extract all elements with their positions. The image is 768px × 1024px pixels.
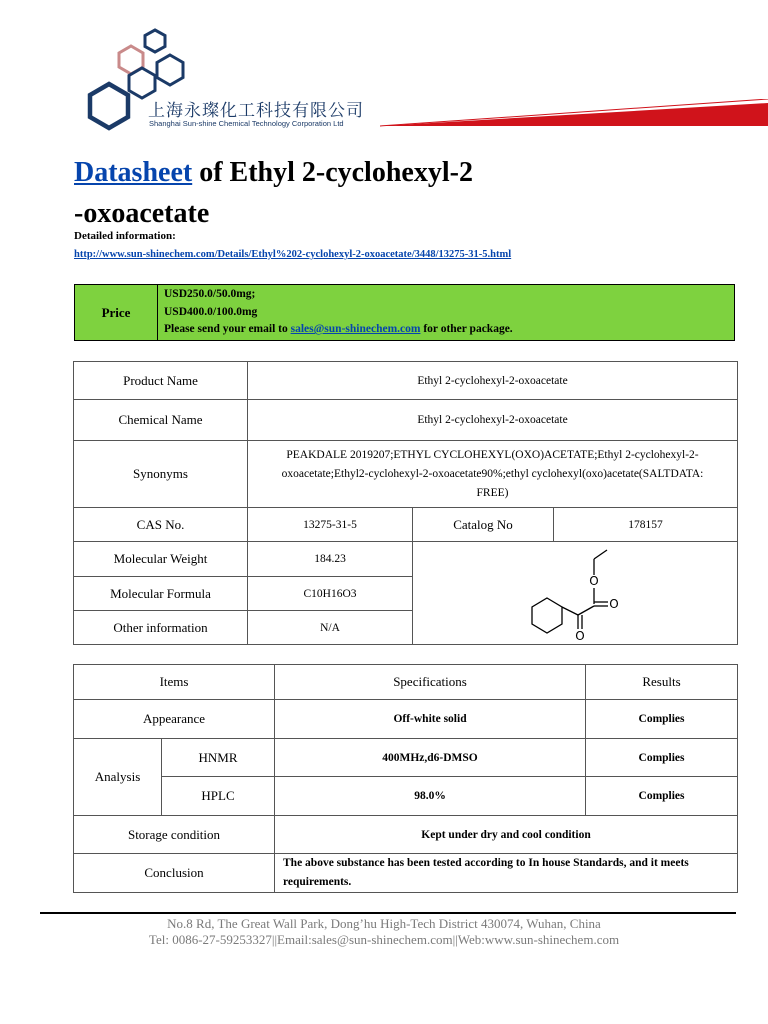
price-line-2: USD400.0/100.0mg	[164, 305, 258, 318]
price-lines	[158, 285, 519, 340]
other-info-label: Other information	[74, 611, 248, 645]
price-box	[74, 284, 735, 341]
table-row	[74, 508, 738, 542]
cas-value: 13275-31-5	[248, 508, 413, 542]
chemical-name-value: Ethyl 2-cyclohexyl-2-oxoacetate	[248, 400, 738, 441]
catalog-label: Catalog No	[413, 508, 554, 542]
conclusion-label: Conclusion	[74, 854, 275, 893]
chemical-name-label: Chemical Name	[74, 400, 248, 441]
table-row	[74, 816, 738, 854]
molecule-structure-icon	[515, 543, 635, 643]
catalog-value: 178157	[554, 508, 738, 542]
hplc-label: HPLC	[162, 777, 275, 816]
hnmr-label: HNMR	[162, 739, 275, 777]
price-line-3-pre: Please send your email to	[164, 323, 291, 335]
footer-address: No.8 Rd, The Great Wall Park, Dong’hu High-Tech District 430074, Wuhan, China	[167, 916, 601, 931]
conclusion-text: The above substance has been tested according to In house Standards, and it meets requirements.	[275, 854, 738, 893]
molecular-weight-label: Molecular Weight	[74, 542, 248, 577]
header-red-band	[380, 99, 768, 127]
hnmr-spec: 400MHz,d6-DMSO	[275, 739, 586, 777]
footer-divider	[40, 912, 736, 914]
synonyms-label: Synonyms	[74, 441, 248, 508]
synonyms-value: PEAKDALE 2019207;ETHYL CYCLOHEXYL(OXO)ACETATE;Ethyl 2-cyclohexyl-2-oxoacetate;Ethyl2-cyclohexyl-2-oxoacetate90%;ethyl cyclohexyl(oxo)acetate(SALTDATA: FREE)	[248, 441, 738, 508]
other-info-value: N/A	[248, 611, 413, 645]
table-row	[74, 441, 738, 508]
company-name-cn: 上海永璨化工科技有限公司	[148, 101, 364, 121]
cas-label: CAS No.	[74, 508, 248, 542]
table-row	[74, 542, 738, 577]
title-line2: -oxoacetate	[74, 198, 210, 229]
storage-spec: Kept under dry and cool condition	[275, 816, 738, 854]
table-row	[74, 362, 738, 400]
molecular-formula-label: Molecular Formula	[74, 577, 248, 611]
product-name-value: Ethyl 2-cyclohexyl-2-oxoacetate	[248, 362, 738, 400]
storage-label: Storage condition	[74, 816, 275, 854]
footer-contact: Tel: 0086-27-59253327||Email:sales@sun-shinechem.com||Web:www.sun-shinechem.com	[148, 932, 620, 947]
page-title	[74, 152, 634, 234]
specification-table	[73, 664, 738, 893]
price-line-1: USD250.0/50.0mg;	[164, 288, 256, 300]
table-row	[74, 854, 738, 893]
product-name-label: Product Name	[74, 362, 248, 400]
hnmr-result: Complies	[586, 739, 738, 777]
molecular-formula-value: C10H16O3	[248, 577, 413, 611]
table-row	[74, 700, 738, 739]
title-rest: of Ethyl 2-cyclohexyl-2	[192, 157, 473, 188]
datasheet-link[interactable]: Datasheet	[74, 157, 193, 188]
header-results: Results	[586, 665, 738, 700]
oxygen-carbonyl-label: O	[609, 597, 619, 611]
price-line-3	[164, 321, 513, 339]
oxygen-ester-label: O	[589, 574, 599, 588]
price-line-3-post: for other package.	[420, 323, 513, 335]
table-row	[74, 665, 738, 700]
molecular-weight-value: 184.23	[248, 542, 413, 577]
detail-label: Detailed information:	[74, 230, 176, 242]
product-info-table	[73, 361, 738, 645]
detail-url-link[interactable]: http://www.sun-shinechem.com/Details/Ethyl%202-cyclohexyl-2-oxoacetate/3448/13275-31-5.html	[74, 249, 512, 260]
structure-cell	[413, 542, 738, 645]
table-row	[74, 777, 738, 816]
table-row	[74, 400, 738, 441]
hplc-spec: 98.0%	[275, 777, 586, 816]
price-label: Price	[75, 285, 158, 340]
analysis-label: Analysis	[74, 739, 162, 816]
header-items: Items	[74, 665, 275, 700]
oxygen-keto-label: O	[575, 629, 585, 643]
company-name-en: Shanghai Sun-shine Chemical Technology Corporation Ltd	[149, 119, 344, 128]
hplc-result: Complies	[586, 777, 738, 816]
appearance-spec: Off-white solid	[275, 700, 586, 739]
appearance-label: Appearance	[74, 700, 275, 739]
appearance-result: Complies	[586, 700, 738, 739]
sales-email-link[interactable]: sales@sun-shinechem.com	[290, 323, 421, 335]
header-specifications: Specifications	[275, 665, 586, 700]
table-row	[74, 739, 738, 777]
